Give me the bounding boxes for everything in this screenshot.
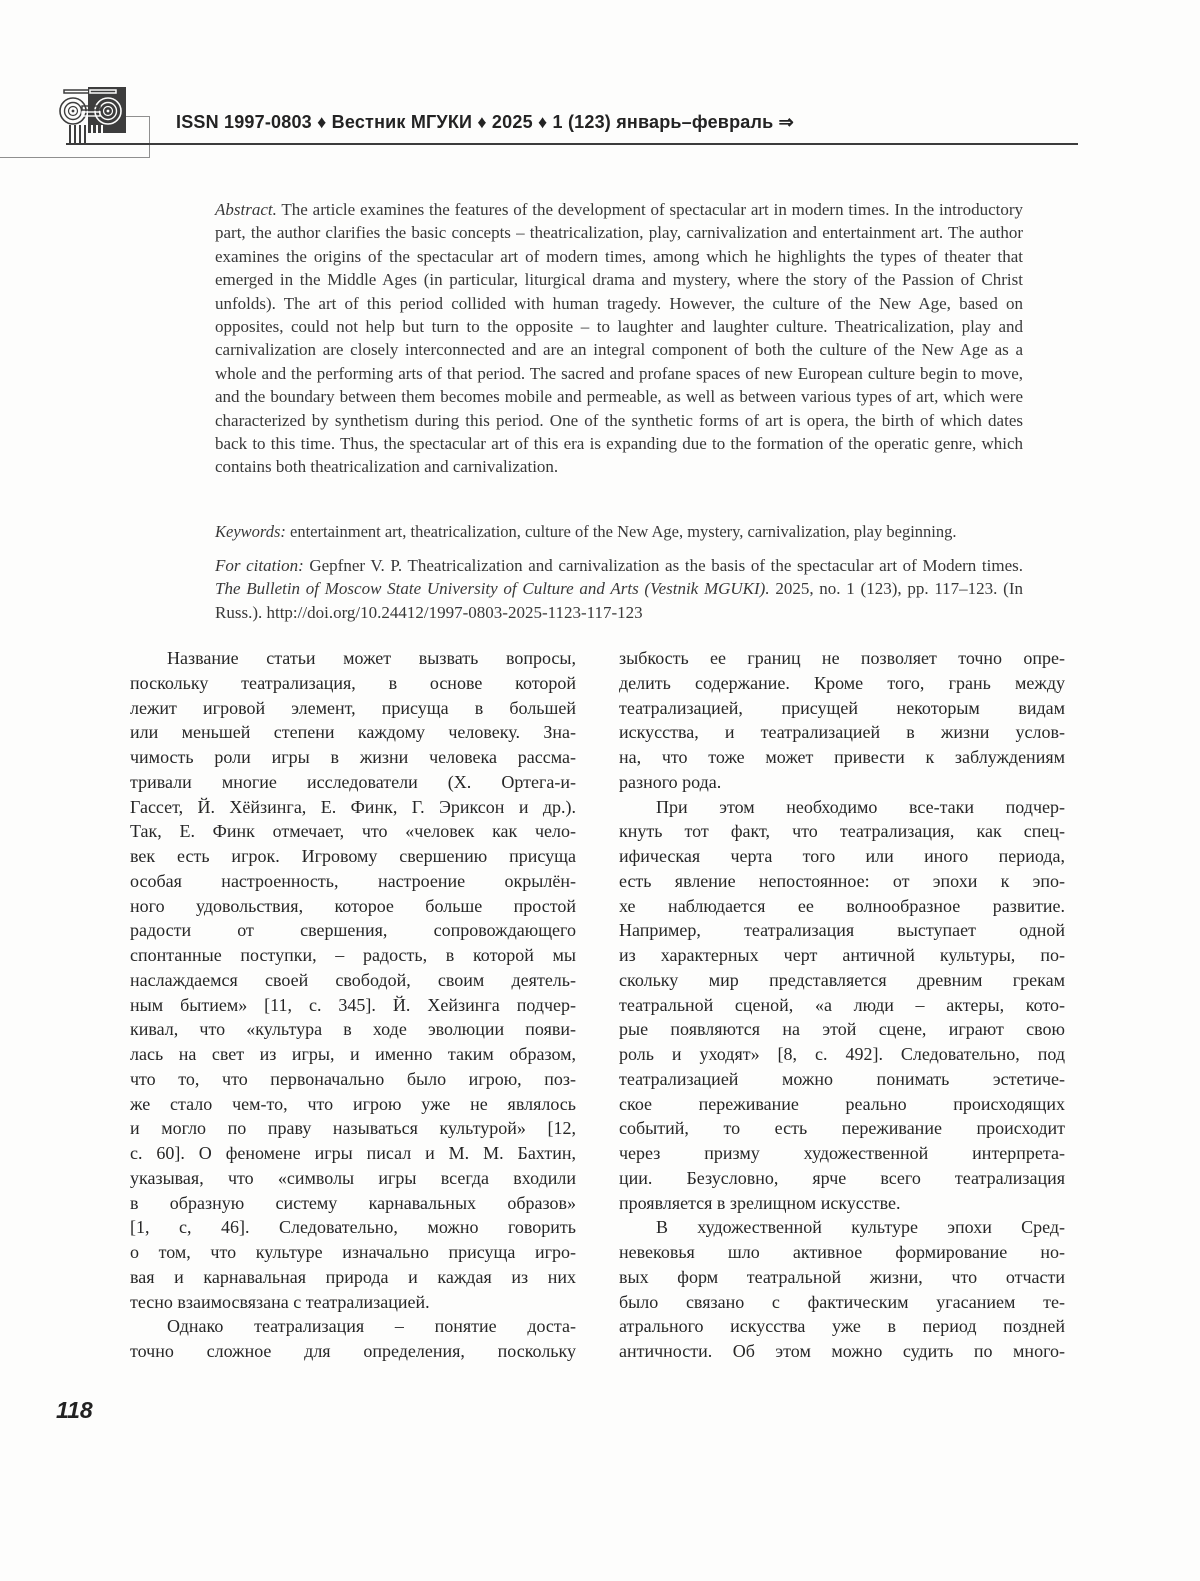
text-line: из характерных черт античной культуры, по- bbox=[619, 945, 1065, 965]
text-line: событий, то есть переживание происходит bbox=[619, 1118, 1065, 1139]
text-line: радости от свершения, сопровождающего bbox=[130, 920, 576, 941]
text-line: античности. Об этом можно судить по много- bbox=[619, 1341, 1065, 1361]
text-line: [1, с, 46]. Следовательно, можно говорить bbox=[130, 1217, 576, 1238]
text-line: на, что тоже может привести к заблуждениям bbox=[619, 747, 1065, 767]
text-line: театральной сценой, «а люди – актеры, кото- bbox=[619, 994, 1065, 1015]
text-line: и могло по праву называться культурой» [12, bbox=[130, 1118, 576, 1139]
text-line: проявляется в зрелищном искусстве. bbox=[619, 1192, 901, 1213]
text-line: разного рода. bbox=[619, 771, 722, 792]
citation-segment: For citation: bbox=[215, 556, 310, 575]
article-column-left bbox=[130, 646, 576, 1364]
decorative-line bbox=[0, 157, 150, 158]
keywords-text: entertainment art, theatricalization, culture of the New Age, mystery, carnivalization, play beginning. bbox=[290, 521, 957, 541]
text-line: наслаждаемся своей свободой, своим деятель- bbox=[130, 969, 576, 990]
text-line: делить содержание. Кроме того, грань между bbox=[619, 672, 1065, 693]
text-line: спонтанные поступки, – радость, в которой мы bbox=[130, 945, 576, 965]
text-line: хе наблюдается ее волнообразное развитие. bbox=[619, 895, 1065, 916]
text-line: Например, театрализация выступает одной bbox=[619, 920, 1065, 941]
text-line: вая и карнавальная природа и каждая из них bbox=[130, 1266, 576, 1287]
citation-segment: Gepfner V. P. Theatricalization and carnivalization as the basis of the spectacular art of Modern times. bbox=[309, 556, 1023, 575]
journal-running-head: ISSN 1997-0803 ♦ Вестник МГУКИ ♦ 2025 ♦ 1 (123) январь–февраль ⇒ bbox=[176, 112, 794, 132]
text-line: век есть игрок. Игровому свершению присуща bbox=[130, 846, 576, 866]
page-number: 118 bbox=[56, 1397, 93, 1423]
text-line: же стало чем-то, что игрою уже не являлось bbox=[130, 1093, 576, 1114]
text-line: театрализацией можно понимать эстетиче- bbox=[619, 1068, 1065, 1089]
abstract-paragraph bbox=[215, 198, 1023, 479]
citation-segment: 2025, no. 1 (123), pp. 117–123. (In Russ.). http://doi.org/10.24412/1997-0803-2025-1123-117-123 bbox=[215, 579, 1023, 622]
paragraph bbox=[619, 646, 1065, 795]
text-line: искусства, и театрализацией в жизни услов- bbox=[619, 722, 1065, 743]
text-line: точно сложное для определения, поскольку bbox=[130, 1341, 576, 1361]
paragraph bbox=[130, 646, 576, 1314]
text-line: скольку мир представляется древним грекам bbox=[619, 969, 1065, 990]
text-line: или меньшей степени каждому человеку. Зна- bbox=[130, 722, 576, 743]
text-line: Название статьи может вызвать вопросы, bbox=[167, 648, 576, 668]
abstract-label: Abstract. bbox=[215, 200, 277, 219]
citation-text bbox=[215, 554, 1023, 624]
text-line: ного удовольствия, которое больше простой bbox=[130, 895, 576, 916]
ionic-capital-logo-icon bbox=[56, 87, 126, 143]
text-line: указывая, что «символы игры всегда входили bbox=[130, 1167, 576, 1188]
text-line: тесно взаимосвязана с театрализацией. bbox=[130, 1291, 430, 1312]
text-line: атрального искусства уже в период поздней bbox=[619, 1316, 1065, 1337]
text-line: кнуть тот факт, что театрализация, как спец- bbox=[619, 821, 1065, 842]
decorative-line bbox=[149, 116, 150, 158]
text-line: При этом необходимо все-таки подчер- bbox=[656, 796, 1065, 817]
text-line: ское переживание реально происходящих bbox=[619, 1093, 1065, 1114]
text-line: В художественной культуре эпохи Сред- bbox=[656, 1217, 1065, 1238]
header-rule bbox=[66, 143, 1078, 145]
text-line: Гассет, Й. Хёйзинга, Е. Финк, Г. Эриксон и др.). bbox=[130, 796, 576, 817]
text-line: что то, что первоначально было игрою, поз- bbox=[130, 1068, 576, 1089]
text-line: зыбкость ее границ не позволяет точно опре- bbox=[619, 648, 1065, 668]
text-line: в образную систему карнавальных образов» bbox=[130, 1192, 576, 1213]
text-line: лежит игровой элемент, присуща в большей bbox=[130, 697, 576, 718]
paragraph bbox=[130, 1314, 576, 1364]
citation-segment: The Bulletin of Moscow State University of Culture and Arts (Vestnik MGUKI). bbox=[215, 579, 770, 599]
text-line: ции. Безусловно, ярче всего театрализация bbox=[619, 1167, 1065, 1188]
text-line: через призму художественной интерпрета- bbox=[619, 1143, 1065, 1163]
text-line: чимость роли игры в жизни человека рассма- bbox=[130, 747, 576, 767]
article-column-right bbox=[619, 646, 1065, 1364]
text-line: ным бытием» [11, с. 345]. Й. Хейзинга подчер- bbox=[130, 994, 576, 1015]
keywords-line bbox=[215, 520, 1023, 543]
text-line: рые появляются на этой сцене, играют свою bbox=[619, 1019, 1065, 1040]
text-line: о том, что культуре изначально присуща игро- bbox=[130, 1242, 576, 1262]
paragraph bbox=[619, 795, 1065, 1216]
text-line: было связано с фактическим угасанием те- bbox=[619, 1291, 1065, 1312]
text-line: роль и уходят» [8, с. 492]. Следовательно, под bbox=[619, 1044, 1065, 1064]
text-line: невековья шло активное формирование но- bbox=[619, 1242, 1065, 1262]
abstract-text: The article examines the features of the development of spectacular art in modern times. In the introductory part, the author clarifies the basic concepts – theatricalization, play, carnivalization and entertainment art. The author examines the origins of the spectacular art of modern times, among which he highlights the types of theater that emerged in the Middle Ages (in particular, liturgical drama and mystery, where the story of the Passion of Christ unfolds). The art of this period collided with human tragedy. However, the culture of the New Age, based on opposites, could not help but turn to the opposite – to laughter and laughter culture. Theatricalization, play and carnivalization are closely interconnected and are an integral component of both the culture of the New Age as a whole and the performing arts of that period. The sacred and profane spaces of new European culture begin to move, and the boundary between them becomes mobile and permeable, as well as between various types of art, which were characterized by synthetism during this period. One of the synthetic forms of art is opera, the birth of which dates back to this time. Thus, the spectacular art of this era is expanding due to the formation of the operatic genre, which contains both theatricalization and carnivalization. bbox=[215, 200, 1023, 477]
text-line: с. 60]. О феномене игры писал и М. М. Бахтин, bbox=[130, 1143, 576, 1163]
text-line: кивал, что «культура в ходе эволюции появи- bbox=[130, 1019, 576, 1040]
text-line: вых форм театральной жизни, что отчасти bbox=[619, 1266, 1065, 1287]
text-line: тривали многие исследователи (Х. Ортега-и- bbox=[130, 771, 576, 792]
text-line: Так, Е. Финк отмечает, что «человек как чело- bbox=[130, 821, 576, 842]
keywords-label: Keywords: bbox=[215, 521, 286, 541]
text-line: театрализацией, присущей некоторым видам bbox=[619, 697, 1065, 718]
text-line: Однако театрализация – понятие доста- bbox=[167, 1316, 576, 1337]
paragraph bbox=[619, 1215, 1065, 1364]
text-line: ифическая черта того или иного периода, bbox=[619, 846, 1065, 866]
text-line: лась на свет из игры, и именно таким образом, bbox=[130, 1044, 576, 1064]
text-line: особая настроенность, настроение окрылён- bbox=[130, 870, 576, 891]
decorative-line bbox=[126, 116, 150, 117]
text-line: поскольку театрализация, в основе которой bbox=[130, 672, 576, 693]
text-line: есть явление непостоянное: от эпохи к эпо- bbox=[619, 870, 1065, 891]
